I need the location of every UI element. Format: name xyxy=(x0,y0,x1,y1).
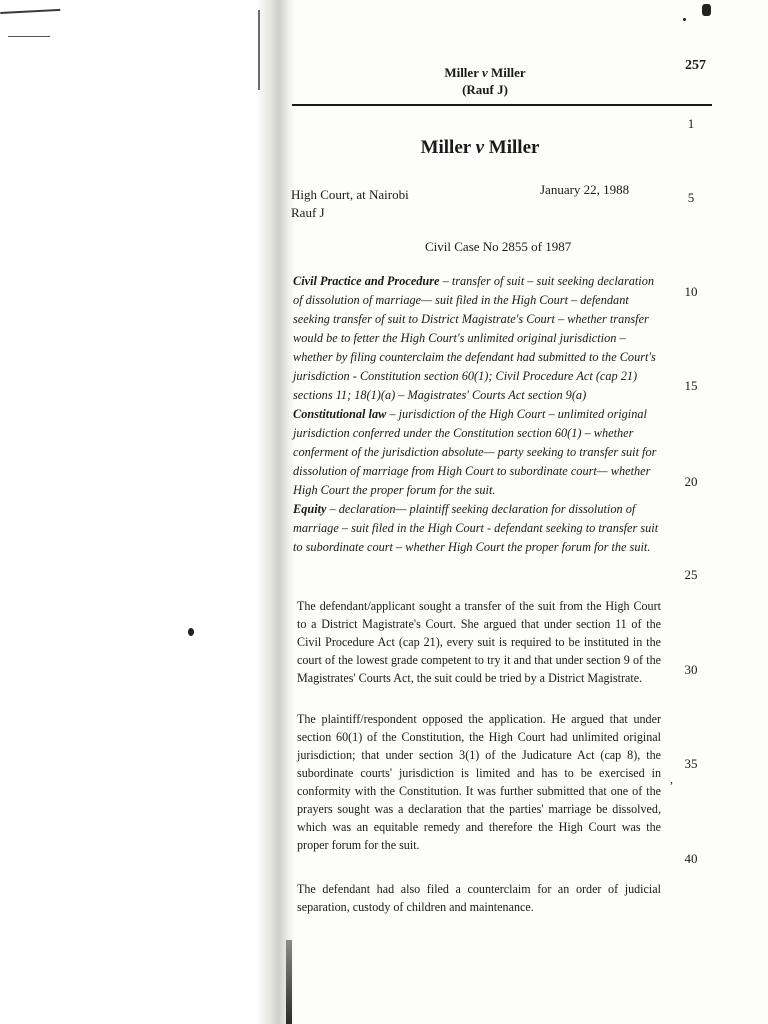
headnote-text: – transfer of suit – suit seeking declaration of dissolution of marriage— suit filed in the High Court – defendant seeking transfer of suit to District Magistrate's Court – whether transfer would be to fetter the High Court's unlimited original jurisdiction – whether by filing counterclaim the defendant had submitted to the Court's jurisdiction - Constitution section 60(1); Civil Procedure Act (cap 21) sections 11; 18(1)(a) – Magistrates' Courts Act section 9(a) xyxy=(293,274,656,402)
scan-mark: , xyxy=(670,772,673,786)
case-title: Miller v Miller xyxy=(420,137,540,158)
margin-speck xyxy=(188,628,194,636)
court: High Court, at Nairobi xyxy=(291,187,409,202)
line-number: 20 xyxy=(684,474,698,489)
running-head-judge: (Rauf J) xyxy=(462,82,508,97)
gutter-shadow-bottom xyxy=(286,940,292,1024)
line-number: 35 xyxy=(684,756,698,771)
headnote-item xyxy=(293,274,656,402)
corner-speck xyxy=(702,4,711,16)
corner-dot xyxy=(683,18,686,21)
headnote-item xyxy=(293,407,656,497)
line-number: 5 xyxy=(687,190,695,205)
left-margin xyxy=(0,0,262,1024)
gutter-mark xyxy=(258,10,260,90)
headnote-text: – declaration— plaintiff seeking declaration for dissolution of marriage – suit filed in the High Court - defendant seeking to transfer suit to subordinate court – whether High Court the proper forum for the suit. xyxy=(293,502,659,554)
line-number: 30 xyxy=(684,662,698,677)
body-paragraph: The defendant had also filed a counterclaim for an order of judicial separation, custody of children and maintenance. xyxy=(297,882,661,914)
case-number: Civil Case No 2855 of 1987 xyxy=(425,239,572,254)
running-head-title: Miller v Miller xyxy=(444,65,526,80)
headnote-item xyxy=(293,502,658,554)
running-head xyxy=(380,64,590,98)
line-number: 10 xyxy=(684,284,698,299)
headnote-keyword: Equity xyxy=(293,502,327,516)
body-paragraph: The defendant/applicant sought a transfer of the suit from the High Court to a District Magistrate's Court. She argued that under section 11 of the Civil Procedure Act (cap 21), every suit is required to be instituted in the court of the lowest grade competent to try it and that under section 9 of the Magistrates' Courts Act, the suit could be tried by a District Magistrate. xyxy=(297,599,661,685)
line-number: 1 xyxy=(687,116,695,131)
headnote-text: – jurisdiction of the High Court – unlimited original jurisdiction conferred under the Constitution section 60(1) – whether conferment of the jurisdiction absolute— party seeking to transfer suit for dissolution of marriage from High Court to subordinate court— whether High Court the proper forum for the suit. xyxy=(293,407,657,497)
corner-scan-mark-2 xyxy=(8,36,50,43)
headnote-keyword: Civil Practice and Procedure xyxy=(293,274,440,288)
line-number: 40 xyxy=(684,851,698,866)
headnote-keyword: Constitutional law xyxy=(293,407,387,421)
judge: Rauf J xyxy=(291,205,325,220)
line-number: 15 xyxy=(684,378,698,393)
page-number: 257 xyxy=(685,58,706,73)
body-paragraph: The plaintiff/respondent opposed the application. He argued that under section 60(1) of the Constitution, the High Court had unlimited original jurisdiction; that under section 3(1) of the Judicature Act (cap 8), the subordinate courts' jurisdiction is limited and has to be exercised in conformity with the Constitution. It was further submitted that one of the prayers sought was a declaration that the parties' marriage be dissolved, which was an equitable remedy and therefore the High Court was the proper forum for the suit. xyxy=(297,712,661,852)
header-rule xyxy=(292,104,712,106)
line-number: 25 xyxy=(684,567,698,582)
judgment-date: January 22, 1988 xyxy=(540,182,630,197)
binding-gutter xyxy=(256,0,294,1024)
headnote xyxy=(293,272,661,557)
